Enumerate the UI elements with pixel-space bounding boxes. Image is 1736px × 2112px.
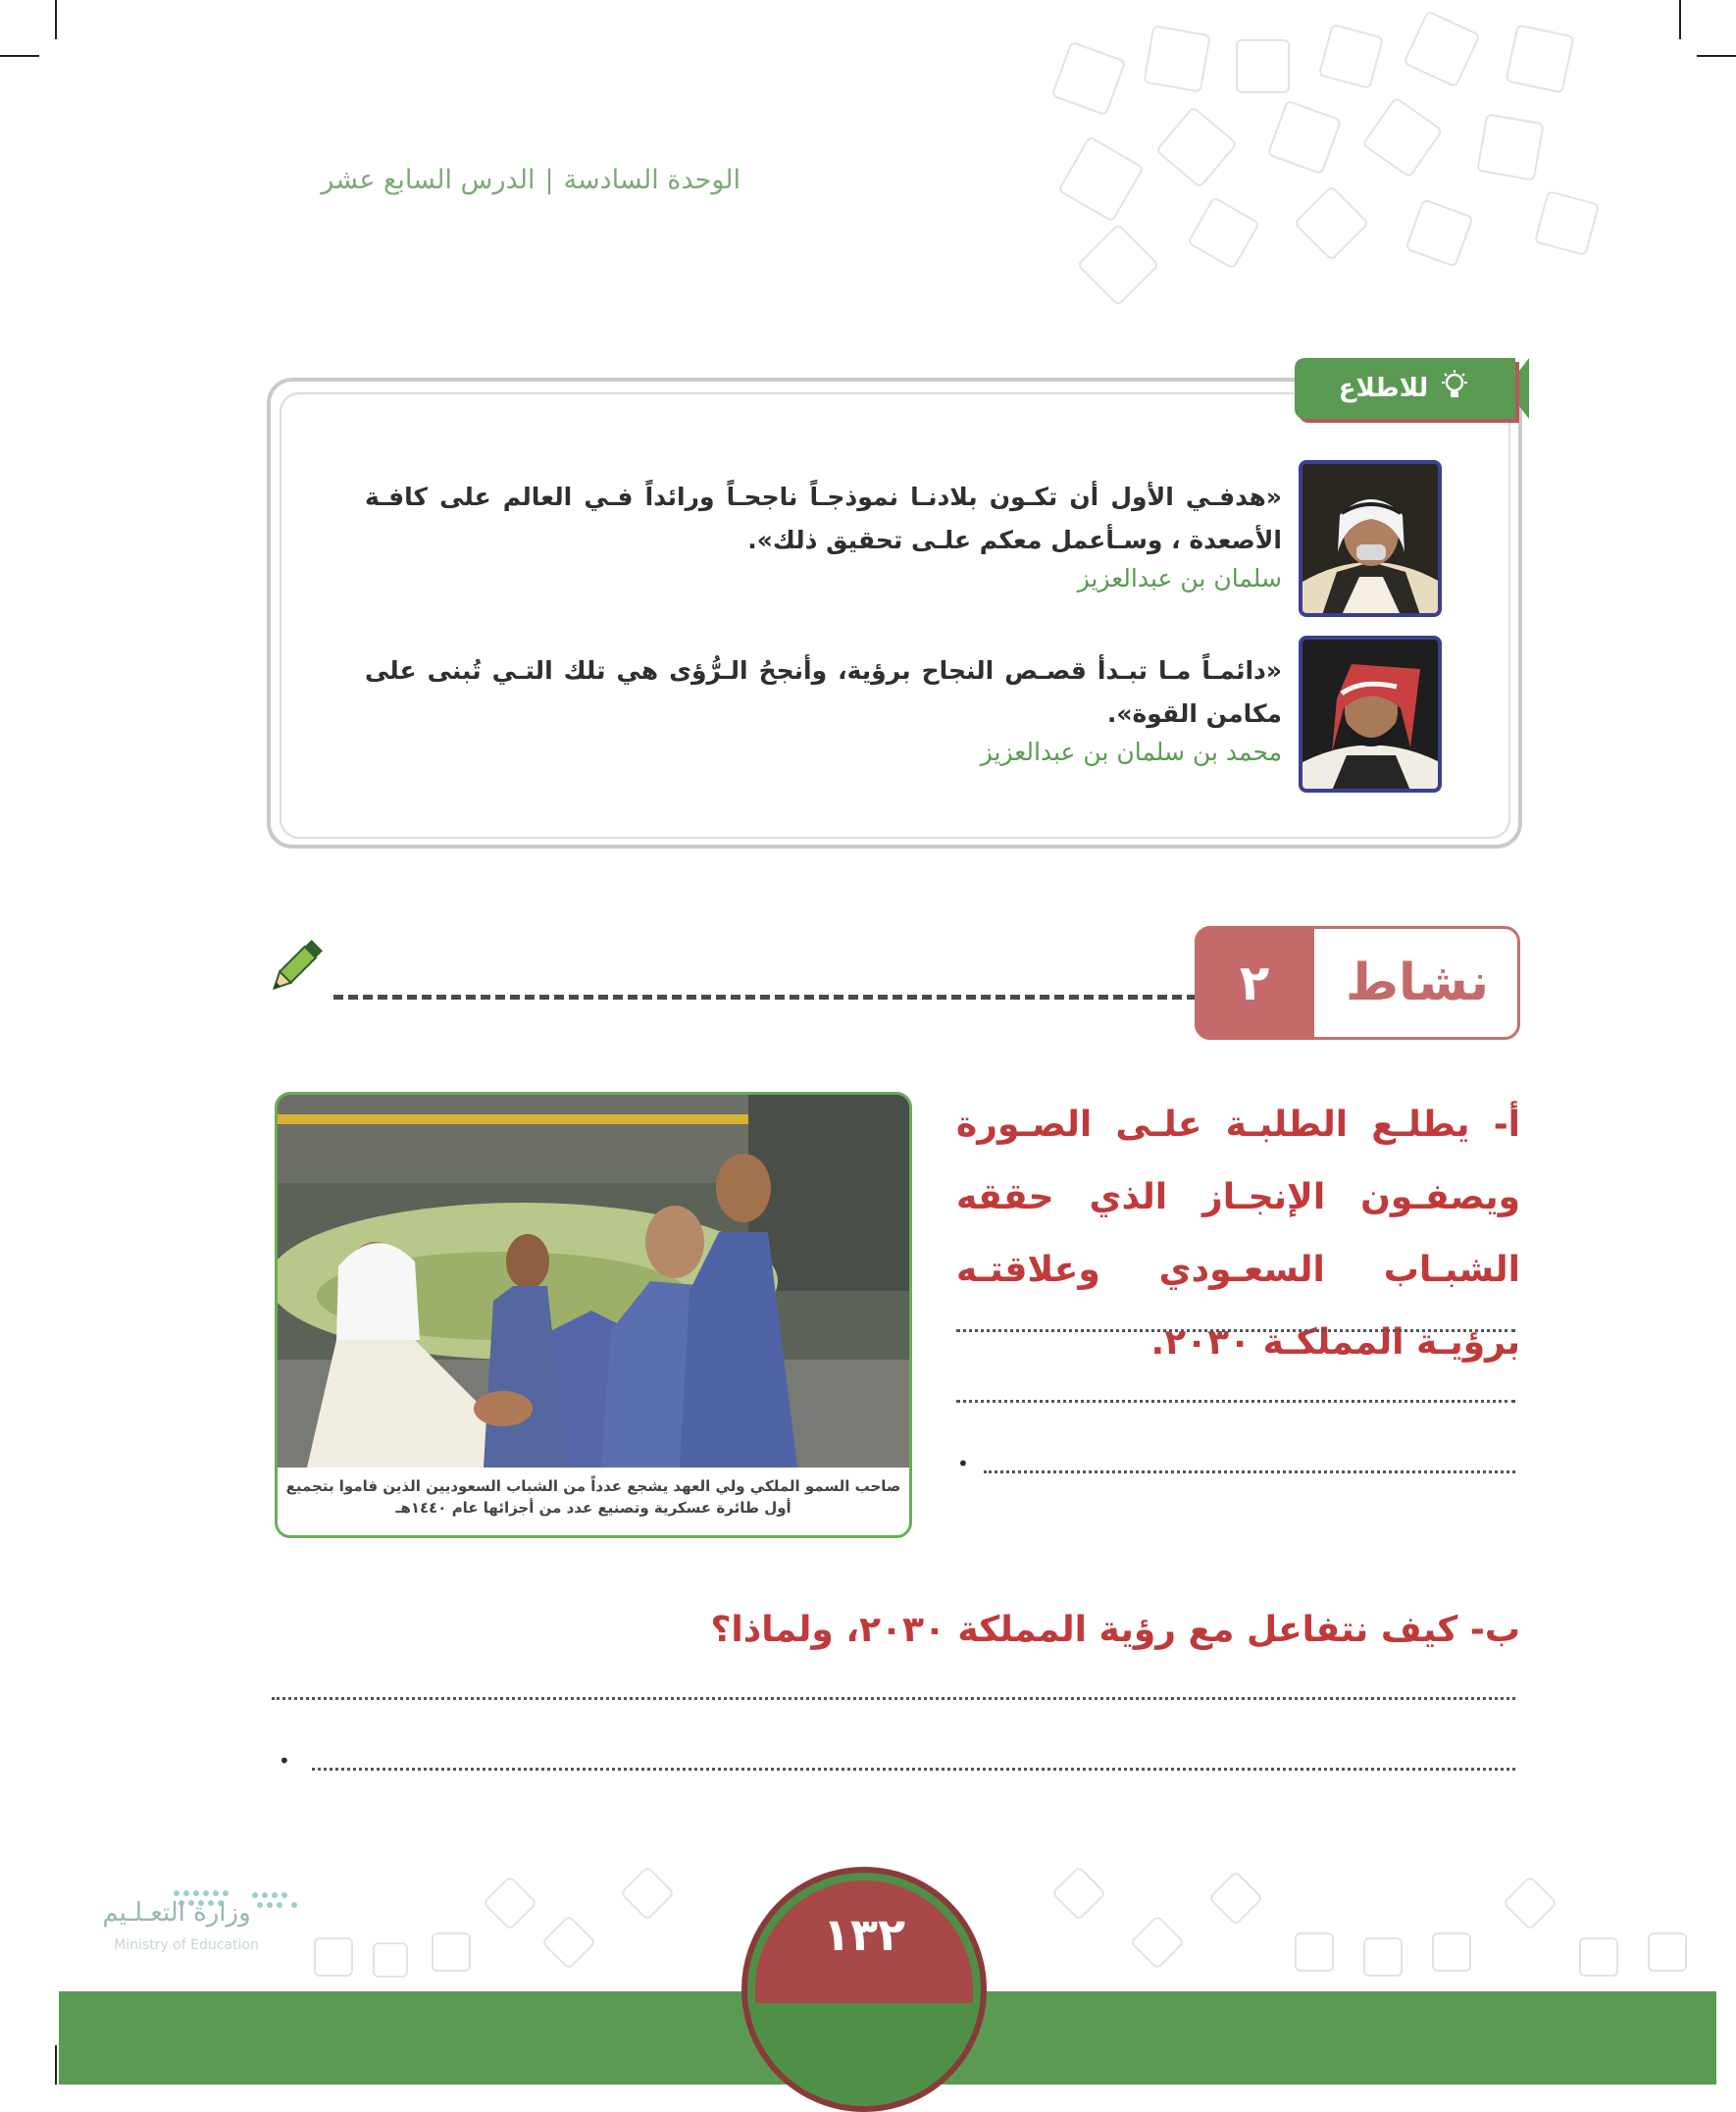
crop-mark bbox=[1679, 0, 1681, 39]
photo-caption: صاحب السمو الملكي ولي العهد يشجع عدداً من الشباب السعوديين الذين قاموا بتجميع أول طائرة عسكرية وتصنيع عدد من أجزائها عام ١٤٤٠هـ bbox=[285, 1477, 901, 1517]
crop-mark bbox=[1697, 55, 1736, 57]
activity-photo bbox=[275, 1092, 912, 1538]
info-tag bbox=[1295, 358, 1515, 419]
page-header bbox=[321, 165, 740, 195]
quote-block-1 bbox=[365, 476, 1282, 592]
page-number: ١٣٢ bbox=[822, 1908, 906, 1961]
header-separator: | bbox=[544, 165, 554, 195]
answer-line-a2[interactable] bbox=[956, 1400, 1515, 1403]
quote-text-2: «دائمـاً مـا تبـدأ قصـص النجاح برؤية، وأنجحُ الـرُّؤى هي تلك التـي تُبنى على مكامن القوة». bbox=[365, 656, 1282, 728]
ministry-name: وزارة التعـلـيم bbox=[102, 1898, 251, 1928]
crop-mark bbox=[0, 55, 39, 57]
pencil-icon bbox=[260, 934, 329, 1006]
portrait-king-salman bbox=[1299, 460, 1442, 617]
lesson-title: الدرس السابع عشر bbox=[321, 165, 536, 195]
answer-line-b1[interactable] bbox=[272, 1697, 1515, 1700]
answer-line-b2[interactable] bbox=[312, 1768, 1515, 1771]
question-a: أ- يطلـع الطلبـة علـى الصـورة ويصفـون الإنجـاز الذي حققه الشبـاب السعـودي وعلاقتـه برؤيـة المملكـة ٢٠٣٠. bbox=[956, 1105, 1520, 1363]
answer-end-dot: • bbox=[279, 1749, 290, 1773]
quote-author-2: محمد بن سلمان بن عبدالعزيز bbox=[980, 738, 1282, 766]
quote-text-1: «هدفـي الأول أن تكـون بلادنـا نموذجـاً ناجحـاً ورائداً فـي العالم على كافـة الأصعدة ، وسـأعمل معكم علـى تحقيق ذلك». bbox=[365, 483, 1282, 554]
quote-author-1: سلمان بن عبدالعزيز bbox=[1077, 564, 1282, 592]
answer-line-a1[interactable] bbox=[956, 1329, 1515, 1332]
activity-label: نشاط bbox=[1346, 953, 1489, 1012]
portrait-crown-prince bbox=[1299, 636, 1442, 793]
activity-number: ٢ bbox=[1195, 926, 1314, 1040]
crop-mark bbox=[55, 2045, 57, 2085]
quote-block-2 bbox=[365, 649, 1282, 766]
answer-end-dot: • bbox=[957, 1452, 969, 1475]
crop-mark bbox=[55, 0, 57, 39]
info-tag-label: للاطلاع bbox=[1338, 374, 1429, 403]
activity-dashed-line bbox=[333, 995, 1197, 1000]
question-b: ب- كيف نتفاعل مع رؤية المملكة ٢٠٣٠، ولماذا؟ bbox=[710, 1610, 1520, 1650]
ministry-name-en: Ministry of Education bbox=[114, 1937, 259, 1953]
answer-line-a3[interactable] bbox=[984, 1470, 1515, 1473]
unit-title: الوحدة السادسة bbox=[563, 165, 740, 195]
lightbulb-icon bbox=[1438, 369, 1471, 409]
